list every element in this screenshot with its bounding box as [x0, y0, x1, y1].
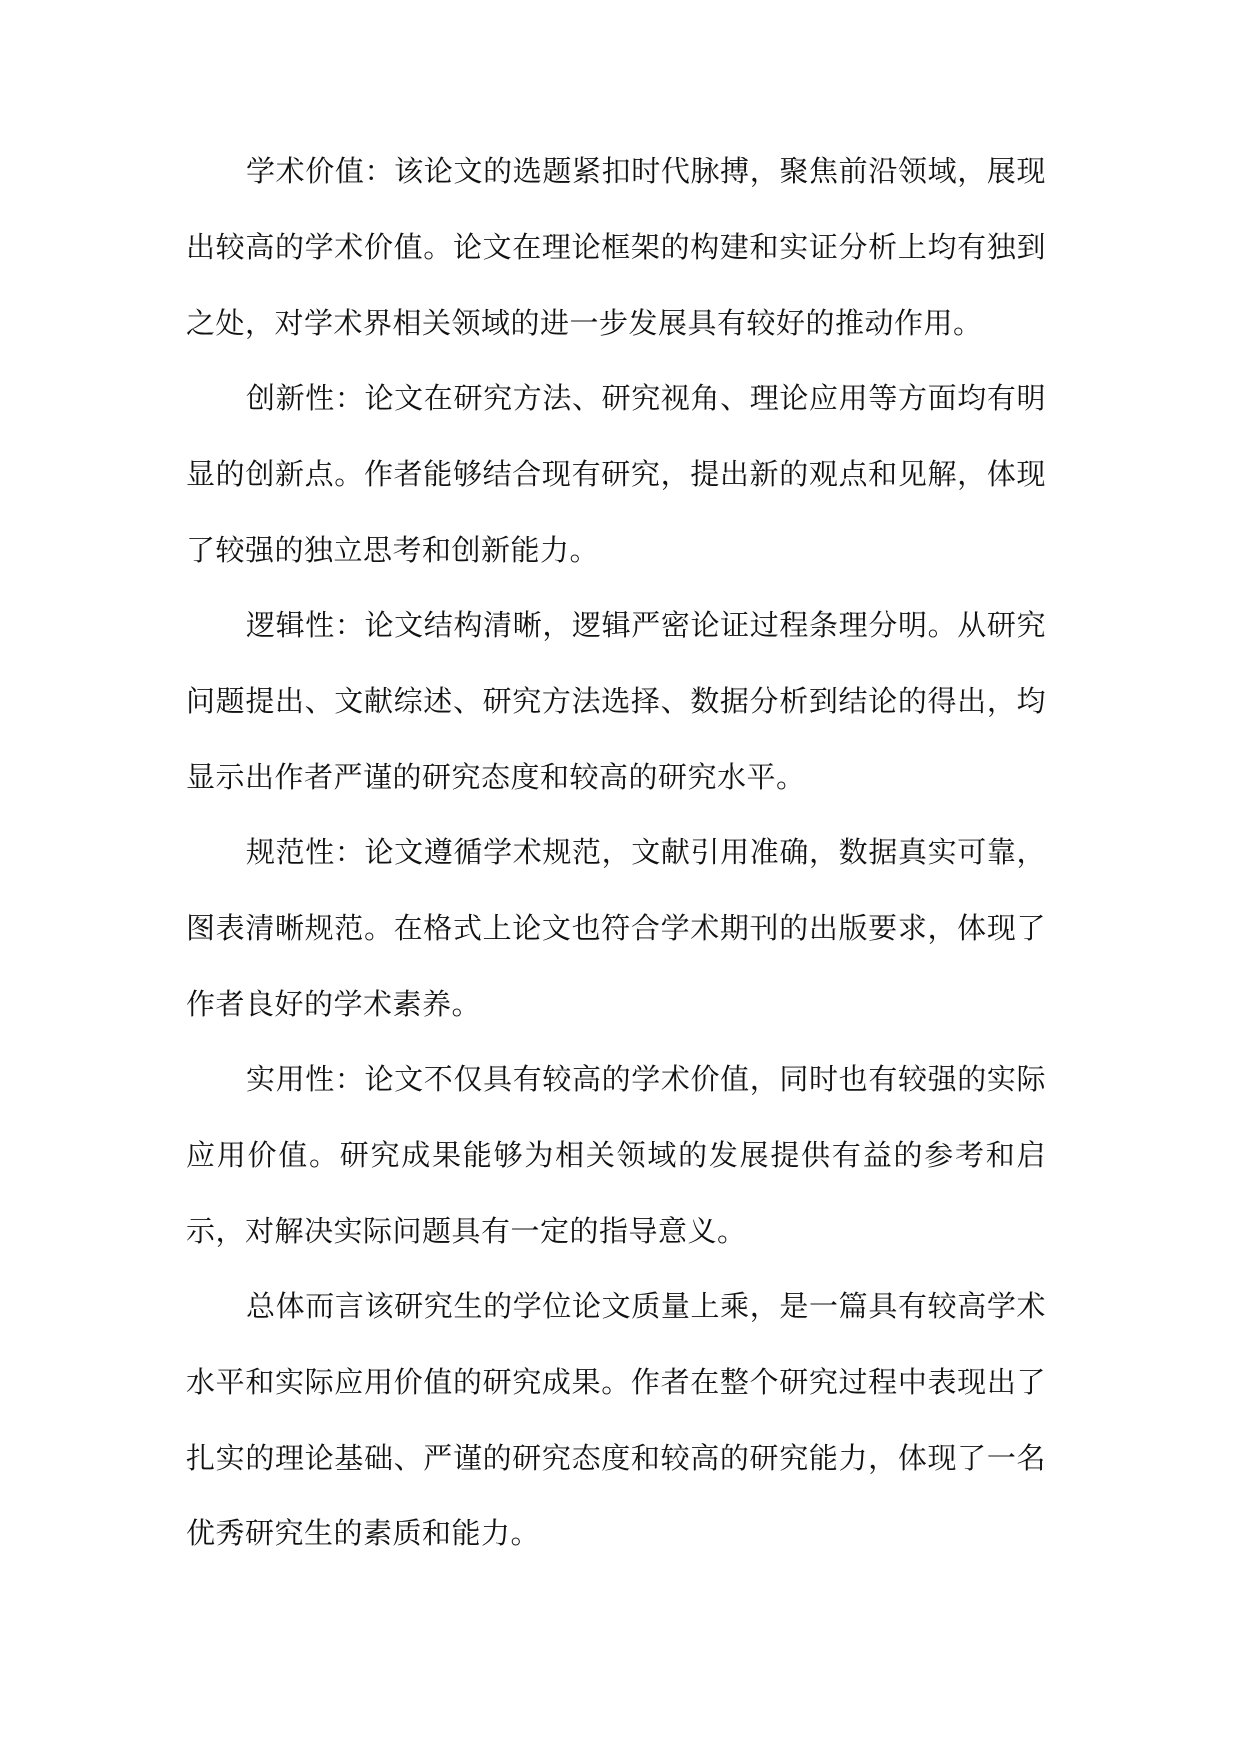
paragraph-academic-value: 学术价值：该论文的选题紧扣时代脉搏，聚焦前沿领域，展现出较高的学术价值。论文在理论框架的构建和实证分析上均有独到之处，对学术界相关领域的进一步发展具有较好的推动作用。: [186, 154, 1046, 340]
paragraph-standards: 规范性：论文遵循学术规范，文献引用准确，数据真实可靠，图表清晰规范。在格式上论文也符合学术期刊的出版要求，体现了作者良好的学术素养。: [186, 835, 1046, 1021]
paragraph-logic: 逻辑性：论文结构清晰，逻辑严密论证过程条理分明。从研究问题提出、文献综述、研究方法选择、数据分析到结论的得出，均显示出作者严谨的研究态度和较高的研究水平。: [186, 608, 1046, 794]
paragraph-practicality: 实用性：论文不仅具有较高的学术价值，同时也有较强的实际应用价值。研究成果能够为相关领域的发展提供有益的参考和启示，对解决实际问题具有一定的指导意义。: [186, 1062, 1046, 1248]
paragraph-innovation: 创新性：论文在研究方法、研究视角、理论应用等方面均有明显的创新点。作者能够结合现有研究，提出新的观点和见解，体现了较强的独立思考和创新能力。: [186, 381, 1046, 567]
paragraph-summary: 总体而言该研究生的学位论文质量上乘，是一篇具有较高学术水平和实际应用价值的研究成果。作者在整个研究过程中表现出了扎实的理论基础、严谨的研究态度和较高的研究能力，体现了一名优秀研究生的素质和能力。: [186, 1289, 1046, 1551]
